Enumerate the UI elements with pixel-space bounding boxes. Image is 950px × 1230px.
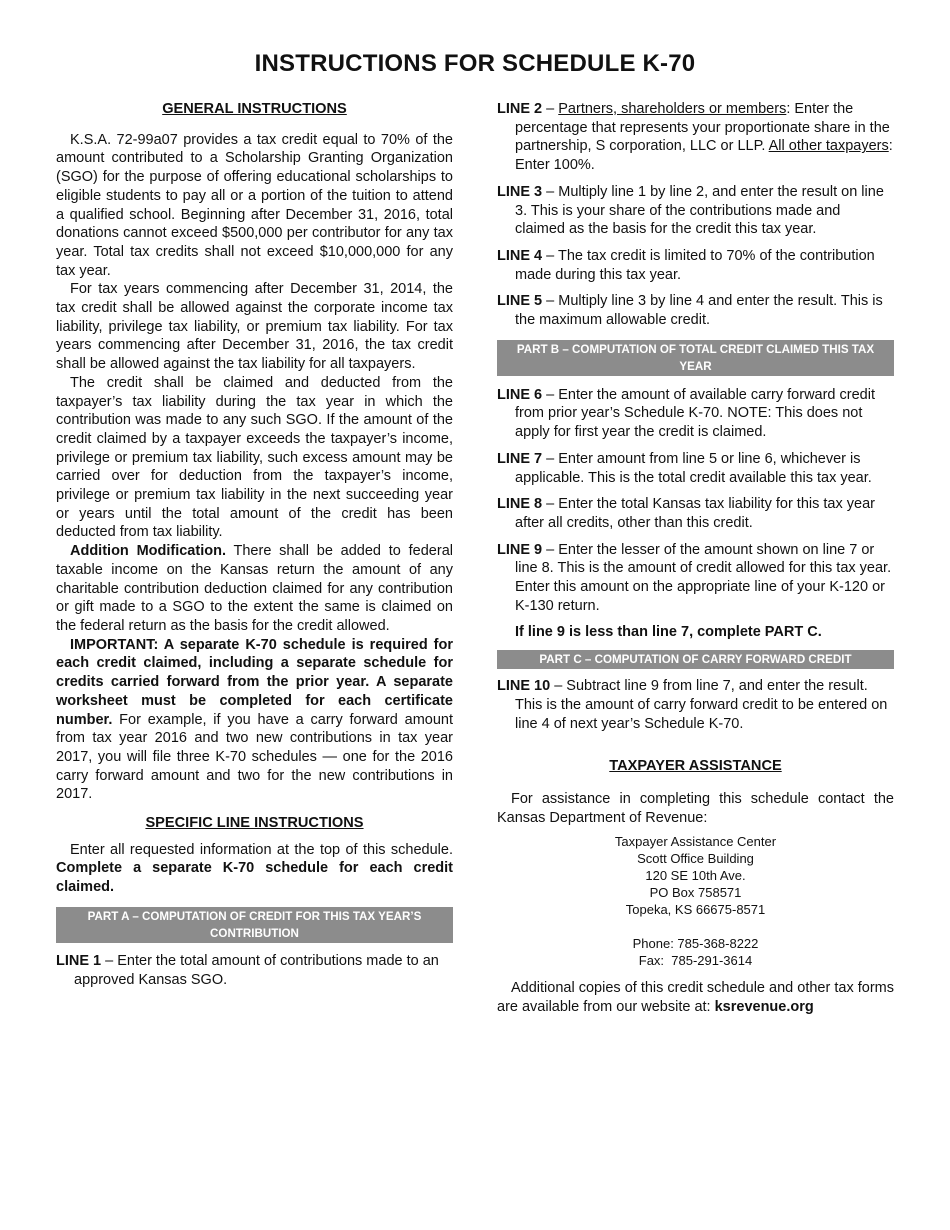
- address-line: Taxpayer Assistance Center: [614, 834, 777, 850]
- line-10-text: – Subtract line 9 from line 7, and enter the result. This is the amount of carry forward credit to be entered on line 4 of next year’s Schedule K-70.: [515, 678, 888, 732]
- general-paragraph-2: For tax years commencing after December 31, 2014, the tax credit shall be allowed against the corporate income tax liability, privilege tax liability, or premium tax liability. For tax years commencing after December 31, 2016, the tax credit shall be allowed against the tax liability for all taxpayers.: [56, 281, 453, 373]
- general-paragraph-3: The credit shall be claimed and deducted from the taxpayer’s tax liability during the tax year in which the contribution was made to any such SGO. If the amount of the credit claimed by a taxpayer exceeds the taxpayer’s income, privilege or premium tax liability, such excess amount may be carried over for deduction from the taxpayer’s income, privilege or premium tax liability in the next succeeding year or years until the total amount of the credit has been deducted from tax liability.: [56, 374, 453, 541]
- line-5-label: LINE 5: [497, 293, 543, 310]
- specific-text: Enter all requested information at the top of this schedule.: [70, 841, 453, 858]
- line-9-label: LINE 9: [497, 541, 543, 558]
- address-line: Topeka, KS 66675-8571: [625, 902, 766, 918]
- line-3-label: LINE 3: [497, 183, 543, 200]
- right-column: [497, 100, 894, 1017]
- line-3-instruction: [497, 183, 894, 239]
- addition-modification-paragraph: [56, 542, 453, 636]
- page-title: INSTRUCTIONS FOR SCHEDULE K-70: [254, 50, 696, 77]
- website-link[interactable]: ksrevenue.org: [714, 999, 814, 1016]
- line-9-instruction: [497, 541, 894, 616]
- specific-instructions-paragraph: [56, 841, 453, 897]
- line-7-label: LINE 7: [497, 450, 543, 467]
- important-paragraph: [56, 636, 453, 804]
- line-7-text: – Enter amount from line 5 or line 6, whichever is applicable. This is the total credit available this tax year.: [515, 450, 872, 486]
- line-8-label: LINE 8: [497, 496, 543, 513]
- line-2-other-taxpayers-text: All other taxpayers: [768, 138, 889, 155]
- assistance-address-block: [497, 833, 894, 969]
- line-6-label: LINE 6: [497, 386, 543, 403]
- line-1-text: – Enter the total amount of contributions made to an approved Kansas SGO.: [74, 952, 439, 988]
- addition-modification-label: Addition Modification.: [70, 543, 226, 560]
- specific-bold-text: Complete a separate K-70 schedule for each credit claimed.: [56, 860, 453, 896]
- line-1-label: LINE 1: [56, 952, 102, 969]
- line-7-instruction: [497, 450, 894, 487]
- line-10-label: LINE 10: [497, 678, 551, 695]
- general-paragraph-1: K.S.A. 72-99a07 provides a tax credit equal to 70% of the amount contributed to a Scholarship Granting Organization (SGO) for the purpose of offering educational scholarships to eligible students to pay all or a portion of the tuition to attend a qualified school. Beginning after December 31, 2016, total donations cannot exceed $500,000 per contributor for any tax year. Total tax credits shall not exceed $10,000,000 for any tax year.: [56, 131, 453, 279]
- additional-copies-paragraph: [497, 979, 894, 1016]
- line-9-note: If line 9 is less than line 7, complete PART C.: [515, 624, 822, 641]
- line-2-instruction: [497, 100, 894, 175]
- addition-modification-text: There shall be added to federal taxable income on the Kansas return the amount of any charitable contribution deduction claimed for any contribution or gift made to a SGO to the extent the same is claimed on the federal return as the basis for the credit allowed.: [56, 543, 453, 634]
- part-a-banner: PART A – COMPUTATION OF CREDIT FOR THIS TAX YEAR’S CONTRIBUTION: [56, 907, 453, 943]
- general-instructions-heading: GENERAL INSTRUCTIONS: [162, 101, 347, 117]
- fax-number: Fax: 785-291-3614: [638, 953, 753, 969]
- line-4-text: – The tax credit is limited to 70% of the contribution made during this tax year.: [515, 247, 875, 283]
- phone-number: Phone: 785-368-8222: [632, 936, 759, 952]
- line-1-instruction: [56, 952, 453, 989]
- part-b-banner: PART B – COMPUTATION OF TOTAL CREDIT CLAIMED THIS TAX YEAR: [497, 340, 894, 376]
- line-2-dash: –: [542, 101, 559, 117]
- address-line: PO Box 758571: [649, 885, 742, 901]
- line-3-text: – Multiply line 1 by line 2, and enter the result on line 3. This is your share of the contributions made and claimed as the basis for the credit this tax year.: [515, 183, 884, 238]
- address-line: Scott Office Building: [637, 851, 754, 867]
- line-4-instruction: [497, 247, 894, 284]
- important-bold-text: IMPORTANT: A separate K-70 schedule is required for each credit claimed, including a separate schedule for credits carried forward from the prior year. A separate worksheet must be completed for each certificate number.: [56, 636, 453, 728]
- line-9-text: – Enter the lesser of the amount shown on line 7 or line 8. This is the amount of credit allowed for this tax year. Enter this amount on the appropriate line of your K-120 or K-130 return.: [515, 541, 892, 614]
- line-2-label: LINE 2: [497, 101, 543, 117]
- address-line: 120 SE 10th Ave.: [645, 868, 746, 884]
- line-5-instruction: [497, 292, 894, 329]
- line-4-label: LINE 4: [497, 247, 543, 264]
- line-2-text-1: : Enter the percentage that represents your proportionate share in the partnership, S corporation, LLC or LLP.: [515, 101, 890, 155]
- part-c-banner: PART C – COMPUTATION OF CARRY FORWARD CREDIT: [497, 650, 894, 669]
- taxpayer-assistance-heading: TAXPAYER ASSISTANCE: [609, 758, 782, 775]
- specific-line-instructions-heading: SPECIFIC LINE INSTRUCTIONS: [145, 815, 364, 832]
- line-2-partners-text: Partners, shareholders or members: [558, 101, 787, 117]
- assistance-intro: For assistance in completing this schedule contact the Kansas Department of Revenue:: [497, 790, 894, 826]
- line-10-instruction: [497, 677, 894, 733]
- additional-copies-text: Additional copies of this credit schedule and other tax forms are available from our website at:: [497, 980, 894, 1016]
- important-example-text: For example, if you have a carry forward amount from tax year 2016 and two new contributions in tax year 2017, you will file three K-70 schedules — one for the 2016 carry forward amount and two for the new contributions in 2017.: [56, 711, 453, 803]
- left-column: [56, 100, 453, 989]
- line-8-instruction: [497, 495, 894, 532]
- line-6-instruction: [497, 386, 894, 442]
- line-8-text: – Enter the total Kansas tax liability for this tax year after all credits, other than this credit.: [515, 496, 875, 531]
- line-5-text: – Multiply line 3 by line 4 and enter the result. This is the maximum allowable credit.: [515, 293, 883, 329]
- line-6-text: – Enter the amount of available carry forward credit from prior year’s Schedule K-70. NOTE: This does not apply for first year the credit is claimed.: [515, 386, 875, 441]
- line-2-text-2: : Enter 100%.: [515, 138, 893, 174]
